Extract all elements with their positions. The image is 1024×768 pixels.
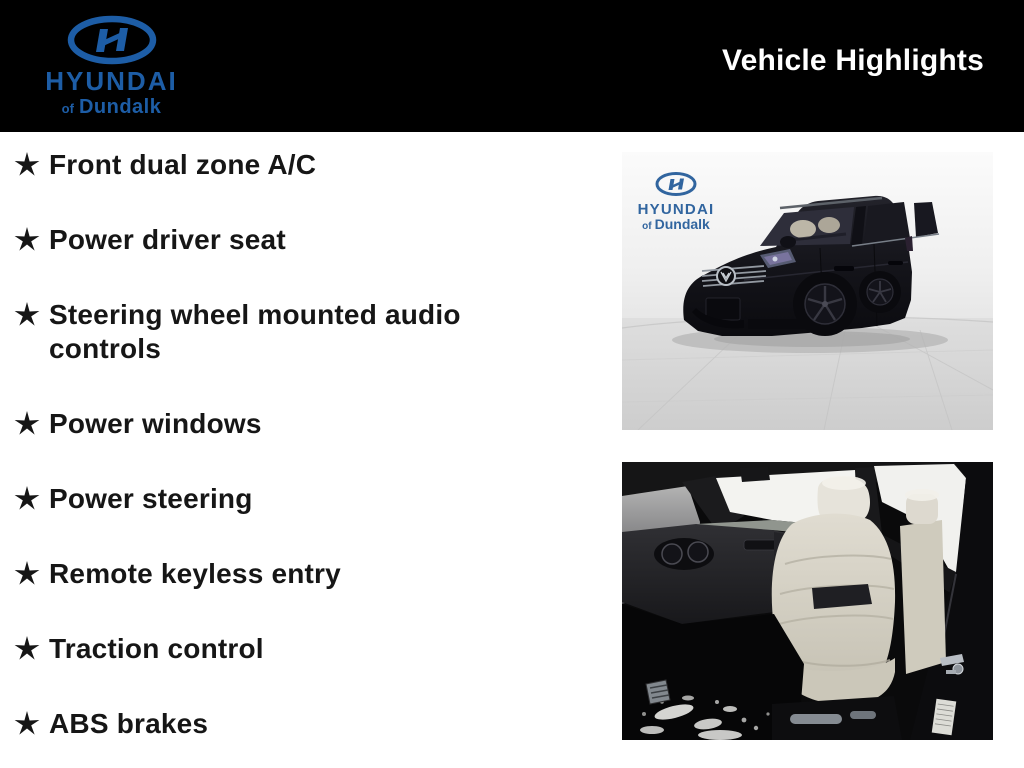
dealer-logo-of: of [61,101,74,116]
star-bullet-icon [14,301,40,327]
exterior-photo-illustration [622,152,993,430]
feature-item [12,298,504,366]
feature-list [12,148,504,768]
page-title: Vehicle Highlights [722,44,984,77]
star-bullet-icon [14,226,40,252]
dealer-logo [24,15,199,117]
exterior-photo [622,152,993,430]
feature-item [12,407,504,441]
star-bullet-icon [14,635,40,661]
feature-item [12,148,504,182]
feature-item [12,557,504,591]
feature-item-label: Power windows [49,408,262,439]
interior-photo-illustration [622,462,993,740]
dealer-logo-sub [62,97,162,117]
star-bullet-icon [14,560,40,586]
header-bar [0,0,1024,132]
rear-wheel [859,271,901,313]
hyundai-mark-icon [66,15,158,65]
feature-item-label: Traction control [49,633,264,664]
front-wheel [793,272,857,336]
star-bullet-icon [14,710,40,736]
feature-item-label: ABS brakes [49,708,209,739]
feature-item-label: Steering wheel mounted audio controls [49,299,461,364]
feature-item [12,707,504,741]
feature-item-label: Power steering [49,483,253,514]
seat-adjust-lever [790,714,842,724]
dealer-logo-brand: HYUNDAI [45,66,178,96]
interior-photo [622,462,993,740]
feature-item-label: Power driver seat [49,224,286,255]
feature-item [12,482,504,516]
star-bullet-icon [14,485,40,511]
feature-item [12,223,504,257]
watermark-sub: of Dundalk [642,216,710,232]
star-bullet-icon [14,151,40,177]
watermark-brand: HYUNDAI [637,201,715,218]
dealer-logo-name: Dundalk [78,96,162,118]
star-bullet-icon [14,410,40,436]
feature-item-label: Front dual zone A/C [49,149,317,180]
feature-item [12,632,504,666]
feature-item-label: Remote keyless entry [49,558,341,589]
